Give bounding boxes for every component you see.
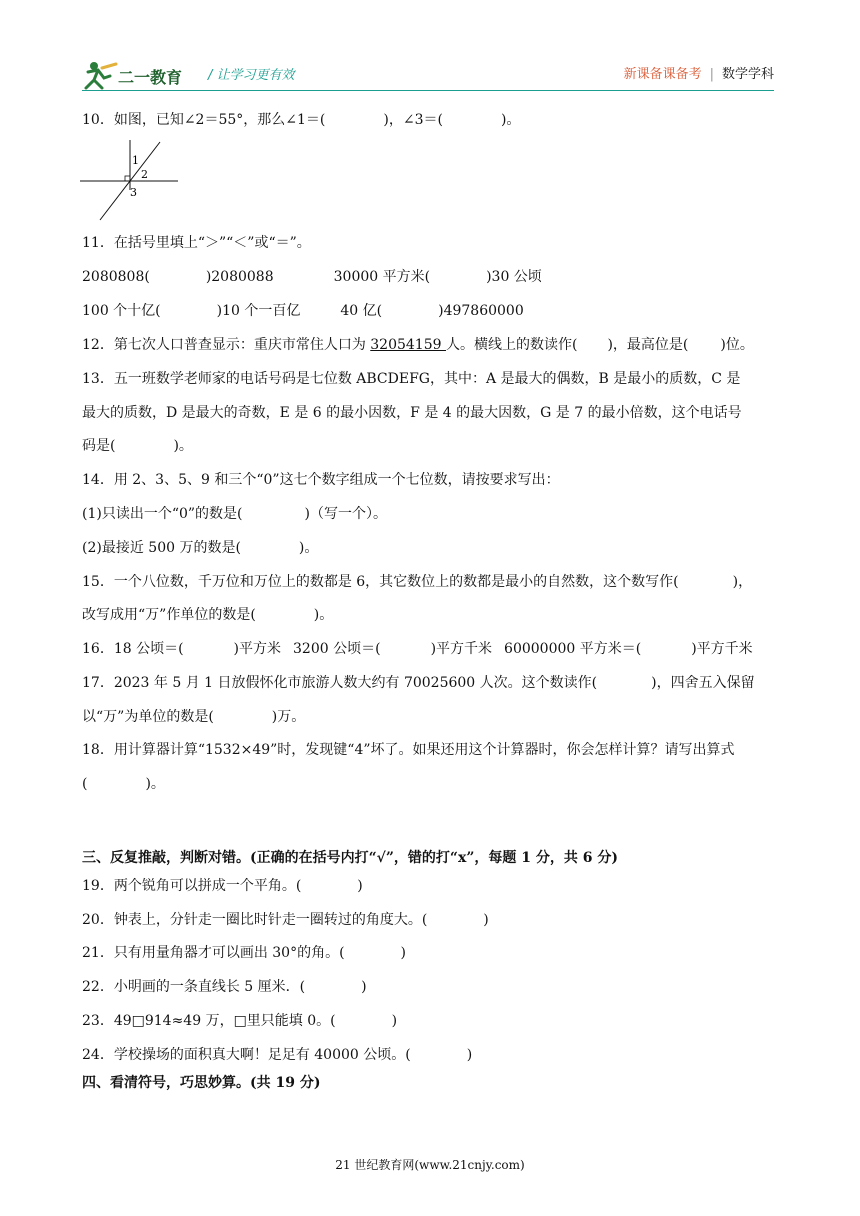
section-3-heading: 三、反复推敲，判断对错。(正确的在括号内打“√”，错的打“x”，每题 1 分，共 6 分) (82, 850, 618, 866)
angle-label-2: 2 (141, 168, 148, 181)
angle-label-3: 3 (130, 186, 137, 199)
header-subject: 数学学科 (721, 67, 774, 82)
question-11-row-2: 100 个十亿( )10 个一百亿 40 亿( )497860000 (82, 303, 524, 319)
question-13-line-1: 13．五一班数学老师家的电话号码是七位数 ABCDEFG，其中：A 是最大的偶数，B 是最小的质数，C 是 (82, 371, 741, 387)
header-right (624, 63, 774, 82)
header-tag: 新课备课备考 (623, 67, 702, 82)
angle-label-1: 1 (132, 154, 139, 167)
question-15-line-1: 15．一个八位数，千万位和万位上的数都是 6，其它数位上的数都是最小的自然数，这个数写作( )， (82, 574, 753, 590)
question-23: 23．49□914≈49 万，□里只能填 0。( ) (82, 1013, 398, 1029)
question-11-title: 11．在括号里填上“＞”“＜”或“＝”。 (82, 235, 311, 251)
logo-text: 二一教育 (118, 68, 183, 87)
question-17-line-2: 以“万”为单位的数是( )万。 (82, 709, 306, 725)
header-rule (82, 90, 774, 91)
question-18-line-1: 18．用计算器计算“1532×49”时，发现键“4”坏了。如果还用这个计算器时，你会怎样计算？请写出算式 (82, 742, 735, 758)
question-22: 22．小明画的一条直线长 5 厘米．( ) (82, 979, 367, 995)
page-header (82, 56, 774, 96)
question-13-line-3: 码是( )。 (82, 438, 193, 454)
question-13-line-2: 最大的质数，D 是最大的奇数，E 是 6 的最小因数，F 是 4 的最大因数，G 是 7 的最小倍数，这个电话号 (82, 405, 742, 421)
question-15-line-2: 改写成用“万”作单位的数是( )。 (82, 607, 334, 623)
underlined-number: 32054159 (370, 337, 446, 353)
question-24: 24．学校操场的面积真大啊！足足有 40000 公顷。( ) (82, 1047, 473, 1063)
question-20: 20．钟表上，分针走一圈比时针走一圈转过的角度大。( ) (82, 912, 489, 928)
header-slogan: / 让学习更有效 (208, 68, 295, 83)
question-12: 12．第七次人口普查显示：重庆市常住人口为 32054159 人。横线上的数读作( )，最高位是( )位。 (82, 337, 754, 353)
question-14-title: 14．用 2、3、5、9 和三个“0”这七个数字组成一个七位数，请按要求写出： (82, 472, 560, 488)
page-footer: 21 世纪教育网(www.21cnjy.com) (335, 1158, 525, 1172)
logo-icon (82, 58, 202, 92)
question-14-part-2: (2)最接近 500 万的数是( )。 (82, 540, 319, 556)
section-4-heading: 四、看清符号，巧思妙算。(共 19 分) (82, 1075, 321, 1091)
question-14-part-1: (1)只读出一个“0”的数是( )（写一个）。 (82, 506, 387, 522)
question-11-row-1: 2080808( )2080088 30000 平方米( )30 公顷 (82, 269, 542, 285)
angle-figure (80, 138, 180, 224)
question-21: 21．只有用量角器才可以画出 30°的角。( ) (82, 945, 407, 961)
question-10: 10．如图，已知∠2＝55°，那么∠1＝( )，∠3＝( )。 (82, 112, 521, 128)
header-separator: | (709, 67, 714, 82)
question-16: 16．18 公顷＝( )平方米 3200 公顷＝( )平方千米 60000000 平方米＝( )平方千米 (82, 641, 753, 657)
question-19: 19．两个锐角可以拼成一个平角。( ) (82, 878, 363, 894)
question-17-line-1: 17．2023 年 5 月 1 日放假怀化市旅游人数大约有 70025600 人次。这个数读作( )，四舍五入保留 (82, 675, 755, 691)
question-18-line-2: ( )。 (82, 776, 165, 792)
